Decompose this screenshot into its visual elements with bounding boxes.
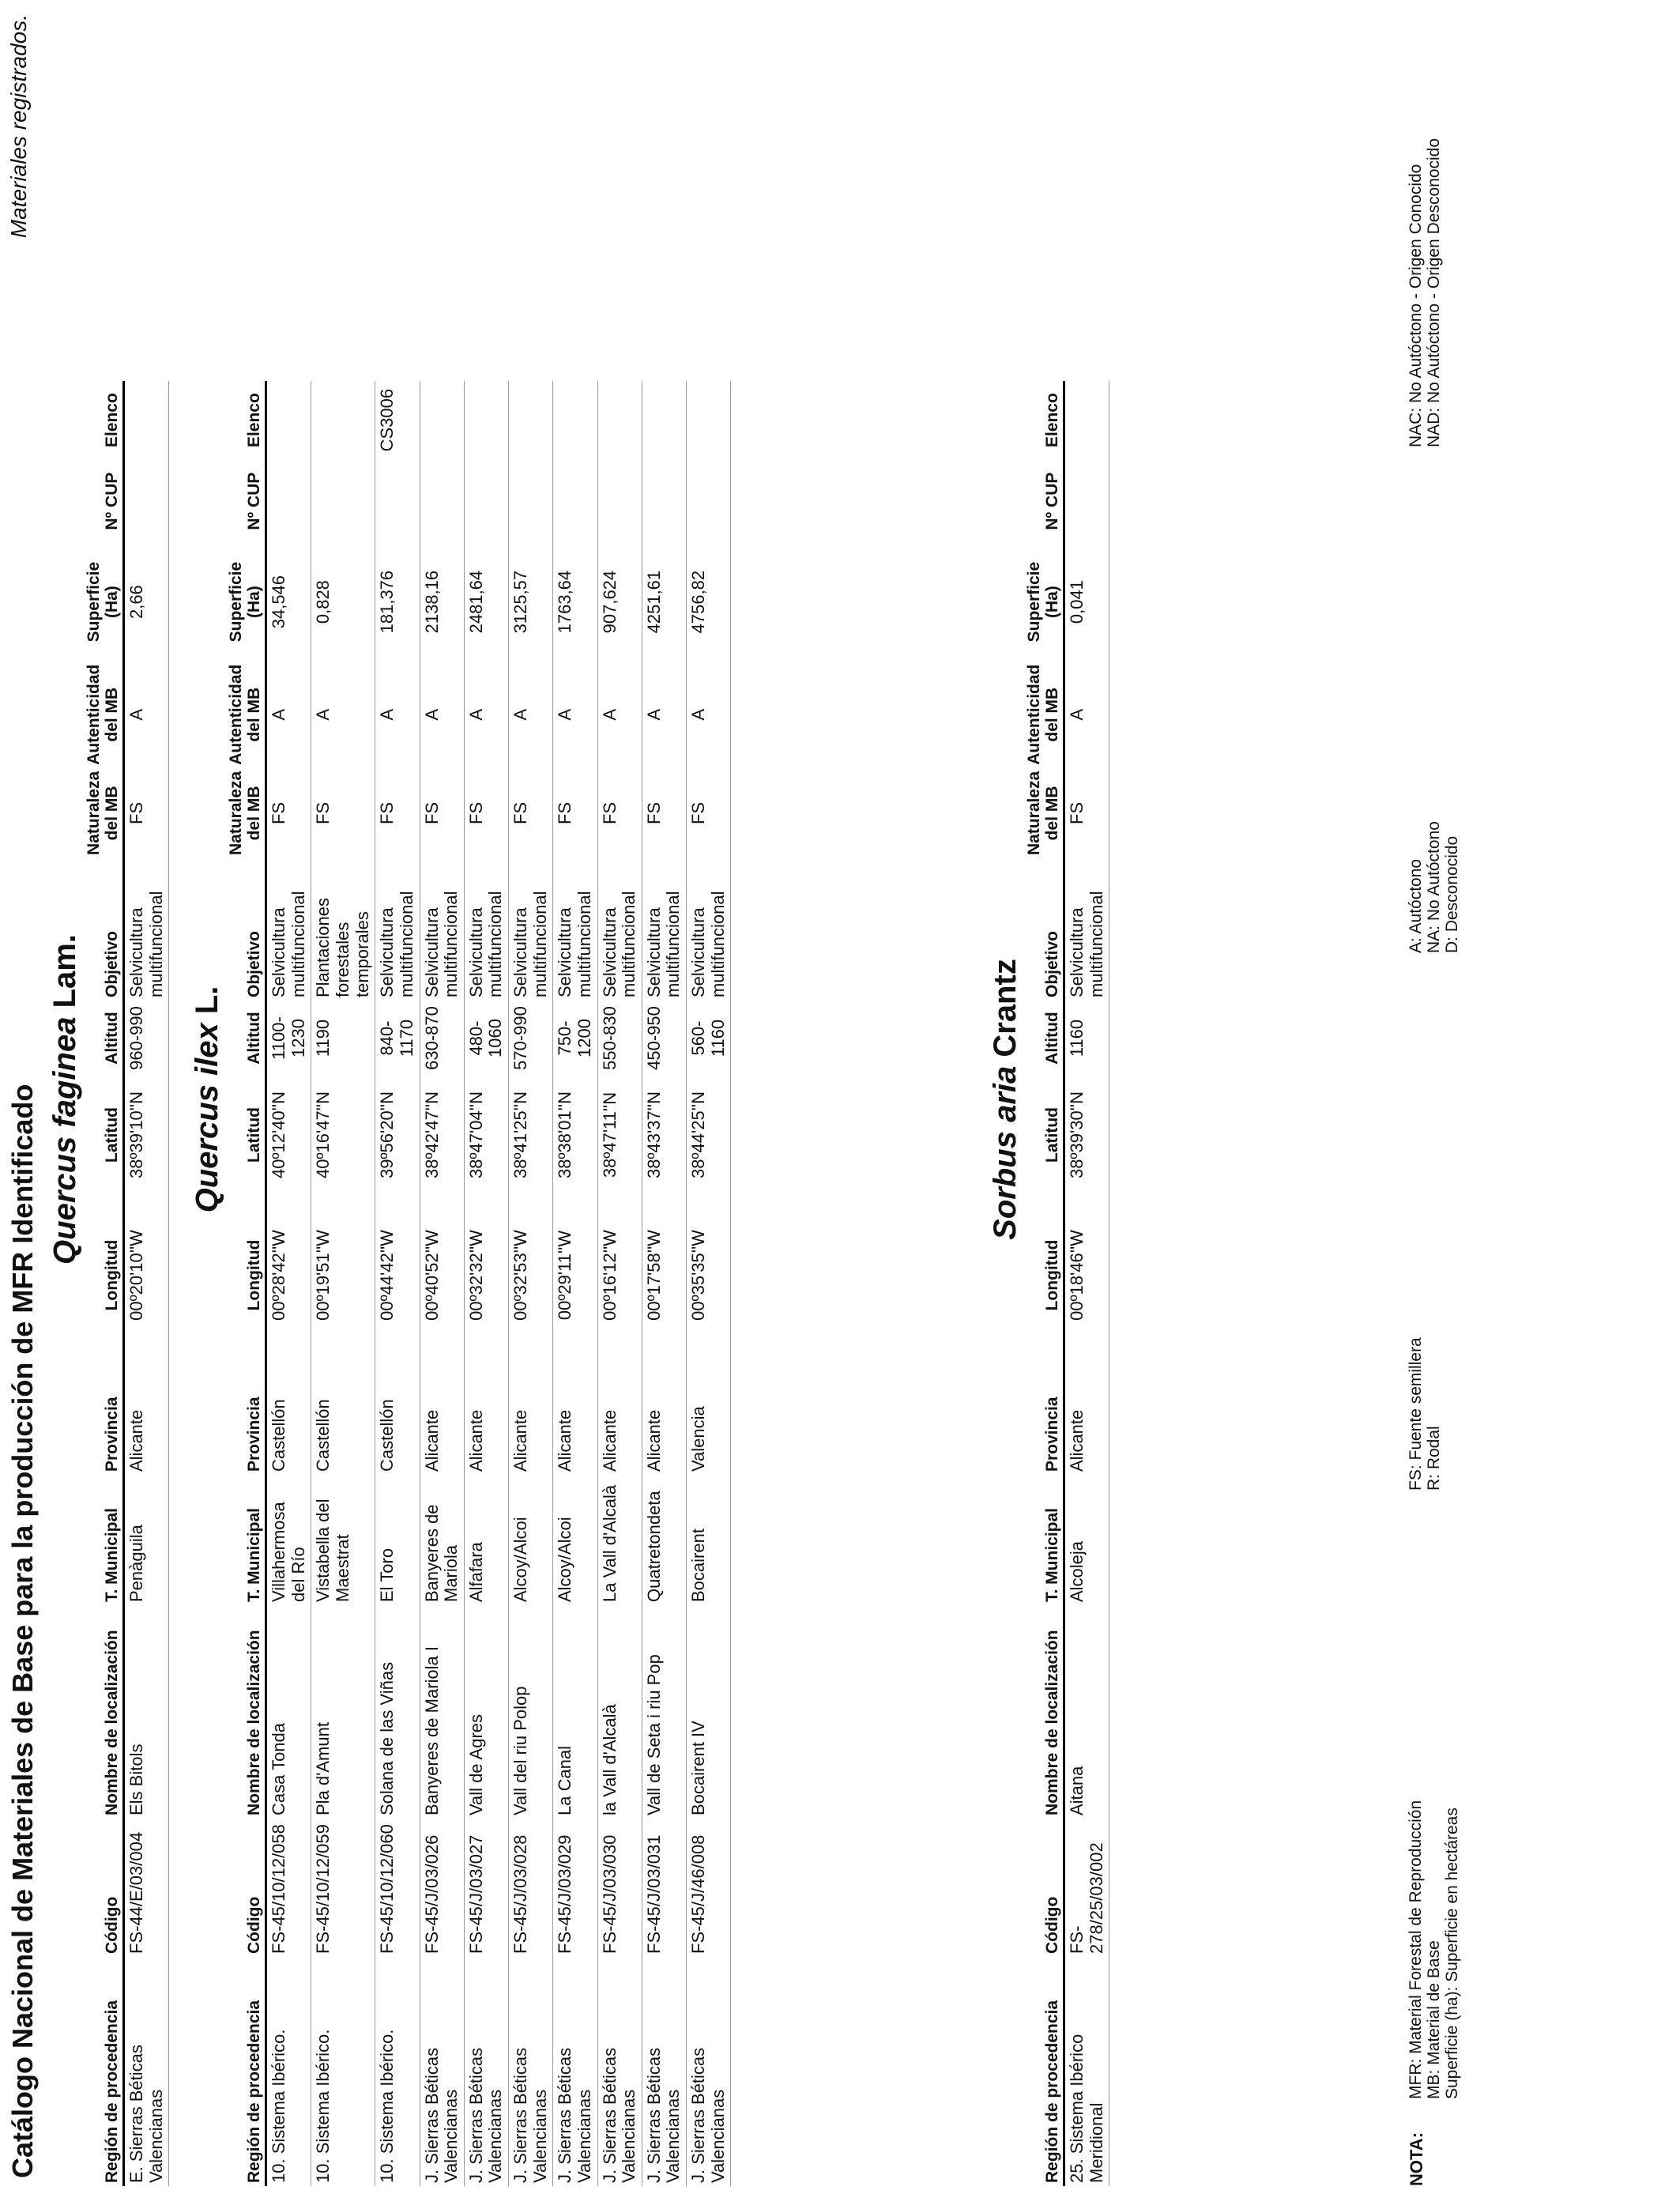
note-line: R: Rodal: [1425, 1426, 1444, 1491]
registered-note: Materiales registrados.: [6, 14, 31, 239]
cell-elenco: [464, 381, 508, 460]
cell-nombre: Casa Tonda: [269, 1722, 289, 1815]
table-row: [553, 381, 597, 2186]
cell-latitud: 38º38'01''N: [555, 1091, 575, 1178]
note-line: MFR: Material Forestal de Reproducción: [1407, 1800, 1425, 2099]
column-header-municipal: T. Municipal: [1043, 1507, 1062, 1602]
cell-objetivo: Selvicultura multifuncional: [555, 891, 594, 997]
column-header-naturaleza: Naturaleza del MB: [85, 771, 122, 855]
notes-col-2: [1407, 1337, 1443, 1491]
cell-objetivo: Selvicultura multifuncional: [599, 891, 639, 997]
cell-naturaleza: FS: [599, 801, 620, 824]
catalog-table: [83, 381, 169, 2186]
column-header-provincia: Provincia: [1043, 1397, 1062, 1472]
cell-provincia: Alicante: [421, 1409, 442, 1472]
notes-col-4: [1407, 138, 1443, 447]
cell-objetivo: Selvicultura multifuncional: [510, 891, 550, 997]
cell-latitud: 38º44'25''N: [688, 1091, 709, 1178]
cell-municipal: Vistabella del Maestrat: [313, 1498, 353, 1602]
cell-naturaleza: FS: [688, 801, 709, 824]
cell-superficie: 181,376: [377, 570, 397, 634]
column-header-region: Región de procedencia: [245, 2000, 264, 2183]
notes-label: NOTA:: [1407, 2132, 1426, 2186]
cell-nombre: Vall de Agres: [465, 1713, 486, 1815]
cell-cup: [311, 460, 375, 543]
cell-elenco: [420, 381, 464, 460]
cell-elenco: [1064, 381, 1109, 460]
note-line: NA: No Autóctono: [1425, 821, 1444, 953]
column-header-objetivo: Objetivo: [103, 930, 122, 997]
column-header-nombre: Nombre de localización: [1043, 1630, 1062, 1815]
cell-latitud: 40º16'47''N: [313, 1091, 333, 1178]
column-header-longitud: Longitud: [1043, 1239, 1062, 1311]
cell-autenticidad: A: [555, 708, 575, 721]
cell-nombre: Bocairent IV: [688, 1721, 709, 1815]
page-title: Catálogo Nacional de Materiales de Base para la producción de MFR Identificado: [6, 1084, 39, 2178]
column-header-superficie: Superficie (Ha): [1025, 561, 1062, 643]
cell-cup: [420, 460, 464, 543]
cell-municipal: La Vall d'Alcalà: [599, 1484, 620, 1602]
cell-nombre: Banyeres de Mariola I: [421, 1646, 442, 1815]
cell-superficie: 0,041: [1067, 580, 1087, 624]
cell-longitud: 00º40'52''W: [421, 1230, 442, 1321]
note-line: Superficie (ha): Superficie en hectáreas: [1443, 1808, 1462, 2099]
species-heading: [47, 13, 83, 2186]
cell-longitud: 00º20'10''W: [126, 1230, 147, 1321]
notes-col-1: [1407, 1800, 1461, 2099]
cell-provincia: Alicante: [1067, 1409, 1087, 1472]
cell-superficie: 2,66: [126, 585, 147, 620]
cell-longitud: 00º16'12''W: [599, 1230, 620, 1321]
column-header-provincia: Provincia: [245, 1397, 264, 1472]
table-row: [597, 381, 642, 2186]
column-header-objetivo: Objetivo: [245, 930, 264, 997]
cell-region: J. Sierras Béticas Valencianas: [599, 2047, 639, 2183]
cell-municipal: Alcoy/Alcoi: [510, 1517, 531, 1602]
cell-objetivo: Selvicultura multifuncional: [421, 891, 461, 997]
cell-codigo: FS-45/10/12/059: [313, 1824, 333, 1954]
cell-nombre: Aitana: [1067, 1766, 1087, 1815]
cell-elenco: [509, 381, 553, 460]
cell-altitud: 480-1060: [465, 1019, 506, 1057]
cell-latitud: 39º56'20''N: [377, 1091, 397, 1178]
cell-nombre: Solana de las Viñas: [377, 1661, 397, 1815]
cell-codigo: FS-45/J/03/030: [599, 1834, 620, 1954]
column-header-altitud: Altitud: [1043, 1012, 1062, 1065]
cell-codigo: FS-45/J/03/028: [510, 1834, 531, 1954]
cell-municipal: Penàguila: [126, 1525, 147, 1602]
column-header-codigo: Código: [1043, 1896, 1062, 1954]
column-header-longitud: Longitud: [245, 1239, 264, 1311]
cell-superficie: 4756,82: [688, 570, 709, 634]
cell-region: E. Sierras Béticas Valencianas: [126, 2045, 166, 2183]
cell-provincia: Castellón: [377, 1399, 397, 1472]
cell-altitud: 960-990: [126, 1006, 147, 1070]
cell-objetivo: Selvicultura multifuncional: [688, 891, 728, 997]
cell-nombre: Pla d'Amunt: [313, 1722, 333, 1815]
cell-codigo: FS-45/J/03/031: [643, 1834, 664, 1954]
cell-region: J. Sierras Béticas Valencianas: [421, 2047, 461, 2183]
cell-superficie: 2138,16: [421, 570, 442, 634]
cell-codigo: FS-45/J/03/027: [465, 1834, 486, 1954]
cell-longitud: 00º28'42''W: [269, 1230, 289, 1321]
cell-altitud: 1160: [1067, 1019, 1087, 1057]
cell-provincia: Alicante: [465, 1409, 486, 1472]
cell-latitud: 38º39'10''N: [126, 1091, 147, 1178]
cell-elenco: CS3006: [377, 388, 397, 452]
cell-naturaleza: FS: [421, 801, 442, 824]
cell-cup: [687, 460, 731, 543]
species-block: [190, 13, 731, 2186]
column-header-cup: Nº CUP: [245, 472, 264, 530]
cell-elenco: [597, 381, 642, 460]
cell-autenticidad: A: [599, 708, 620, 721]
table-row: [311, 381, 375, 2186]
cell-codigo: FS-45/J/03/026: [421, 1834, 442, 1954]
species-author: Lam.: [47, 934, 82, 1017]
cell-cup: [509, 460, 553, 543]
cell-objetivo: Selvicultura multifuncional: [377, 891, 416, 997]
cell-altitud: 570-990: [510, 1006, 531, 1070]
column-header-latitud: Latitud: [103, 1107, 122, 1163]
cell-region: J. Sierras Béticas Valencianas: [510, 2047, 550, 2183]
cell-naturaleza: FS: [313, 801, 333, 824]
table-row: [509, 381, 553, 2186]
cell-elenco: [124, 381, 169, 460]
note-line: FS: Fuente semillera: [1407, 1337, 1425, 1491]
column-header-codigo: Código: [245, 1896, 264, 1954]
cell-autenticidad: A: [313, 708, 333, 721]
cell-longitud: 00º44'42''W: [377, 1230, 397, 1321]
cell-nombre: Vall del riu Polop: [510, 1686, 531, 1815]
cell-superficie: 0,828: [313, 580, 333, 624]
note-line: NAD: No Autóctono - Origen Desconocido: [1425, 138, 1444, 447]
cell-codigo: FS-45/J/03/029: [555, 1834, 575, 1954]
cell-latitud: 38º39'30''N: [1067, 1091, 1087, 1178]
cell-latitud: 38º41'25''N: [510, 1091, 531, 1178]
cell-latitud: 38º43'37''N: [643, 1091, 664, 1178]
column-header-latitud: Latitud: [245, 1107, 264, 1163]
species-block: [47, 13, 169, 2186]
cell-naturaleza: FS: [555, 801, 575, 824]
cell-nombre: Els Bitols: [126, 1744, 147, 1815]
column-header-codigo: Código: [103, 1896, 122, 1954]
species-block: [988, 13, 1109, 2186]
cell-elenco: [687, 381, 731, 460]
cell-superficie: 907,624: [599, 570, 620, 634]
table-row: [124, 381, 169, 2186]
cell-codigo: FS-45/10/12/058: [269, 1824, 289, 1954]
cell-naturaleza: FS: [1067, 801, 1087, 824]
cell-municipal: Bocairent: [688, 1529, 709, 1602]
cell-region: J. Sierras Béticas Valencianas: [555, 2047, 594, 2183]
cell-latitud: 38º47'04''N: [465, 1091, 486, 1178]
cell-nombre: la Vall d'Alcalà: [599, 1704, 620, 1815]
column-header-naturaleza: Naturaleza del MB: [1025, 771, 1062, 855]
species-heading: [190, 13, 225, 2186]
cell-elenco: [311, 381, 375, 460]
cell-altitud: 1190: [313, 1019, 333, 1057]
cell-autenticidad: A: [688, 708, 709, 721]
cell-nombre: Vall de Seta i riu Pop: [643, 1654, 664, 1815]
column-header-altitud: Altitud: [245, 1012, 264, 1065]
species-genus: Quercus faginea: [47, 1016, 82, 1265]
cell-region: J. Sierras Béticas Valencianas: [688, 2047, 728, 2183]
cell-superficie: 34,546: [269, 575, 289, 629]
cell-autenticidad: A: [377, 708, 397, 721]
column-header-region: Región de procedencia: [103, 2000, 122, 2183]
cell-latitud: 38º42'47''N: [421, 1091, 442, 1178]
cell-nombre: La Canal: [555, 1745, 575, 1815]
cell-cup: [124, 460, 169, 543]
cell-altitud: 840-1170: [377, 1019, 416, 1057]
column-header-nombre: Nombre de localización: [103, 1630, 122, 1815]
column-header-nombre: Nombre de localización: [245, 1630, 264, 1815]
cell-codigo: FS-45/J/46/008: [688, 1834, 709, 1954]
notes-col-3: [1407, 821, 1461, 953]
cell-cup: [553, 460, 597, 543]
column-header-superficie: Superficie (Ha): [85, 561, 122, 643]
catalog-table: [1023, 381, 1109, 2186]
cell-longitud: 00º35'35''W: [688, 1230, 709, 1321]
cell-codigo: FS-45/10/12/060: [377, 1824, 397, 1954]
column-header-autenticidad: Autenticidad del MB: [227, 664, 264, 765]
cell-longitud: 00º19'51''W: [313, 1230, 333, 1321]
column-header-altitud: Altitud: [103, 1012, 122, 1065]
cell-autenticidad: A: [510, 708, 531, 721]
cell-objetivo: Selvicultura multifuncional: [269, 891, 308, 997]
cell-region: 10. Sistema Ibérico.: [377, 2029, 397, 2183]
cell-municipal: Alfafara: [465, 1542, 486, 1602]
note-line: D: Desconocido: [1443, 835, 1462, 953]
column-header-objetivo: Objetivo: [1043, 930, 1062, 997]
cell-longitud: 00º32'53''W: [510, 1230, 531, 1321]
column-header-municipal: T. Municipal: [103, 1507, 122, 1602]
column-header-autenticidad: Autenticidad del MB: [85, 664, 122, 765]
cell-objetivo: Plantaciones forestales temporales: [313, 898, 372, 997]
cell-provincia: Valencia: [688, 1406, 709, 1472]
cell-cup: [1064, 460, 1109, 543]
cell-superficie: 2481,64: [465, 570, 486, 634]
cell-objetivo: Selvicultura multifuncional: [1067, 891, 1106, 997]
column-header-elenco: Elenco: [103, 393, 122, 448]
cell-provincia: Alicante: [599, 1409, 620, 1472]
column-header-provincia: Provincia: [103, 1397, 122, 1472]
cell-latitud: 38º47'11''N: [599, 1091, 620, 1178]
cell-municipal: Alcoleja: [1067, 1540, 1087, 1602]
cell-altitud: 550-830: [599, 1006, 620, 1070]
cell-municipal: Quatretondeta: [643, 1491, 664, 1602]
cell-provincia: Alicante: [643, 1409, 664, 1472]
cell-superficie: 4251,61: [643, 570, 664, 634]
cell-cup: [597, 460, 642, 543]
cell-superficie: 3125,57: [510, 570, 531, 634]
column-header-municipal: T. Municipal: [245, 1507, 264, 1602]
cell-naturaleza: FS: [510, 801, 531, 824]
table-row: [266, 381, 311, 2186]
cell-autenticidad: A: [1067, 708, 1087, 721]
cell-region: 10. Sistema Ibérico.: [269, 2029, 289, 2183]
cell-provincia: Castellón: [269, 1399, 289, 1472]
column-header-naturaleza: Naturaleza del MB: [227, 771, 264, 855]
cell-cup: [266, 460, 311, 543]
cell-longitud: 00º32'32''W: [465, 1230, 486, 1321]
column-header-longitud: Longitud: [103, 1239, 122, 1311]
cell-altitud: 1100-1230: [269, 1016, 308, 1060]
cell-cup: [642, 460, 686, 543]
cell-region: J. Sierras Béticas Valencianas: [643, 2047, 684, 2183]
column-header-elenco: Elenco: [245, 393, 264, 448]
cell-autenticidad: A: [421, 708, 442, 721]
cell-region: 10. Sistema Ibérico.: [313, 2029, 333, 2183]
cell-autenticidad: A: [465, 708, 486, 721]
species-heading: [988, 13, 1023, 2186]
species-author: Crantz: [988, 959, 1023, 1066]
cell-municipal: El Toro: [377, 1547, 397, 1602]
species-genus: Sorbus aria: [988, 1065, 1023, 1240]
cell-naturaleza: FS: [643, 801, 664, 824]
cell-codigo: FS-44/E/03/004: [126, 1831, 147, 1954]
cell-autenticidad: A: [126, 708, 147, 721]
catalog-table: [225, 381, 731, 2186]
table-row: [420, 381, 464, 2186]
cell-cup: [464, 460, 508, 543]
cell-cup: [375, 460, 420, 543]
cell-superficie: 1763,64: [555, 570, 575, 634]
cell-elenco: [266, 381, 311, 460]
cell-region: J. Sierras Béticas Valencianas: [465, 2047, 506, 2183]
cell-altitud: 630-870: [421, 1006, 442, 1070]
column-header-latitud: Latitud: [1043, 1107, 1062, 1163]
cell-municipal: Villahermosa del Río: [269, 1502, 308, 1602]
cell-provincia: Alicante: [126, 1409, 147, 1472]
species-genus: Quercus ilex: [190, 1023, 224, 1213]
cell-naturaleza: FS: [465, 801, 486, 824]
cell-codigo: FS-278/25/03/002: [1067, 1842, 1106, 1954]
cell-provincia: Alicante: [555, 1409, 575, 1472]
column-header-autenticidad: Autenticidad del MB: [1025, 664, 1062, 765]
cell-region: 25. Sistema Ibérico Meridional: [1067, 2034, 1106, 2183]
cell-elenco: [642, 381, 686, 460]
table-row: [464, 381, 508, 2186]
cell-altitud: 450-950: [643, 1006, 664, 1070]
column-header-cup: Nº CUP: [1043, 472, 1062, 530]
cell-naturaleza: FS: [269, 801, 289, 824]
column-header-elenco: Elenco: [1043, 393, 1062, 448]
cell-municipal: Banyeres de Mariola: [421, 1504, 461, 1602]
cell-provincia: Castellón: [313, 1399, 333, 1472]
cell-objetivo: Selvicultura multifuncional: [126, 891, 166, 997]
cell-naturaleza: FS: [377, 801, 397, 824]
cell-autenticidad: A: [269, 708, 289, 721]
note-line: NAC: No Autóctono - Origen Conocido: [1407, 164, 1425, 447]
cell-objetivo: Selvicultura multifuncional: [465, 891, 506, 997]
species-author: L.: [190, 986, 224, 1023]
note-line: MB: Material de Base: [1425, 1940, 1444, 2099]
column-header-region: Región de procedencia: [1043, 2000, 1062, 2183]
column-header-superficie: Superficie (Ha): [227, 561, 264, 643]
column-header-cup: Nº CUP: [103, 472, 122, 530]
table-row: [687, 381, 731, 2186]
cell-longitud: 00º17'58''W: [643, 1230, 664, 1321]
table-row: [642, 381, 686, 2186]
cell-longitud: 00º29'11''W: [555, 1230, 575, 1321]
cell-altitud: 560-1160: [688, 1019, 728, 1057]
cell-autenticidad: A: [643, 708, 664, 721]
cell-longitud: 00º18'46''W: [1067, 1230, 1087, 1321]
cell-provincia: Alicante: [510, 1409, 531, 1472]
cell-municipal: Alcoy/Alcoi: [555, 1517, 575, 1602]
cell-latitud: 40º12'40''N: [269, 1091, 289, 1178]
table-row: [1064, 381, 1109, 2186]
cell-elenco: [553, 381, 597, 460]
cell-naturaleza: FS: [126, 801, 147, 824]
cell-altitud: 750-1200: [555, 1019, 594, 1057]
table-row: [375, 381, 420, 2186]
note-line: A: Autóctono: [1407, 858, 1425, 953]
cell-objetivo: Selvicultura multifuncional: [643, 891, 684, 997]
